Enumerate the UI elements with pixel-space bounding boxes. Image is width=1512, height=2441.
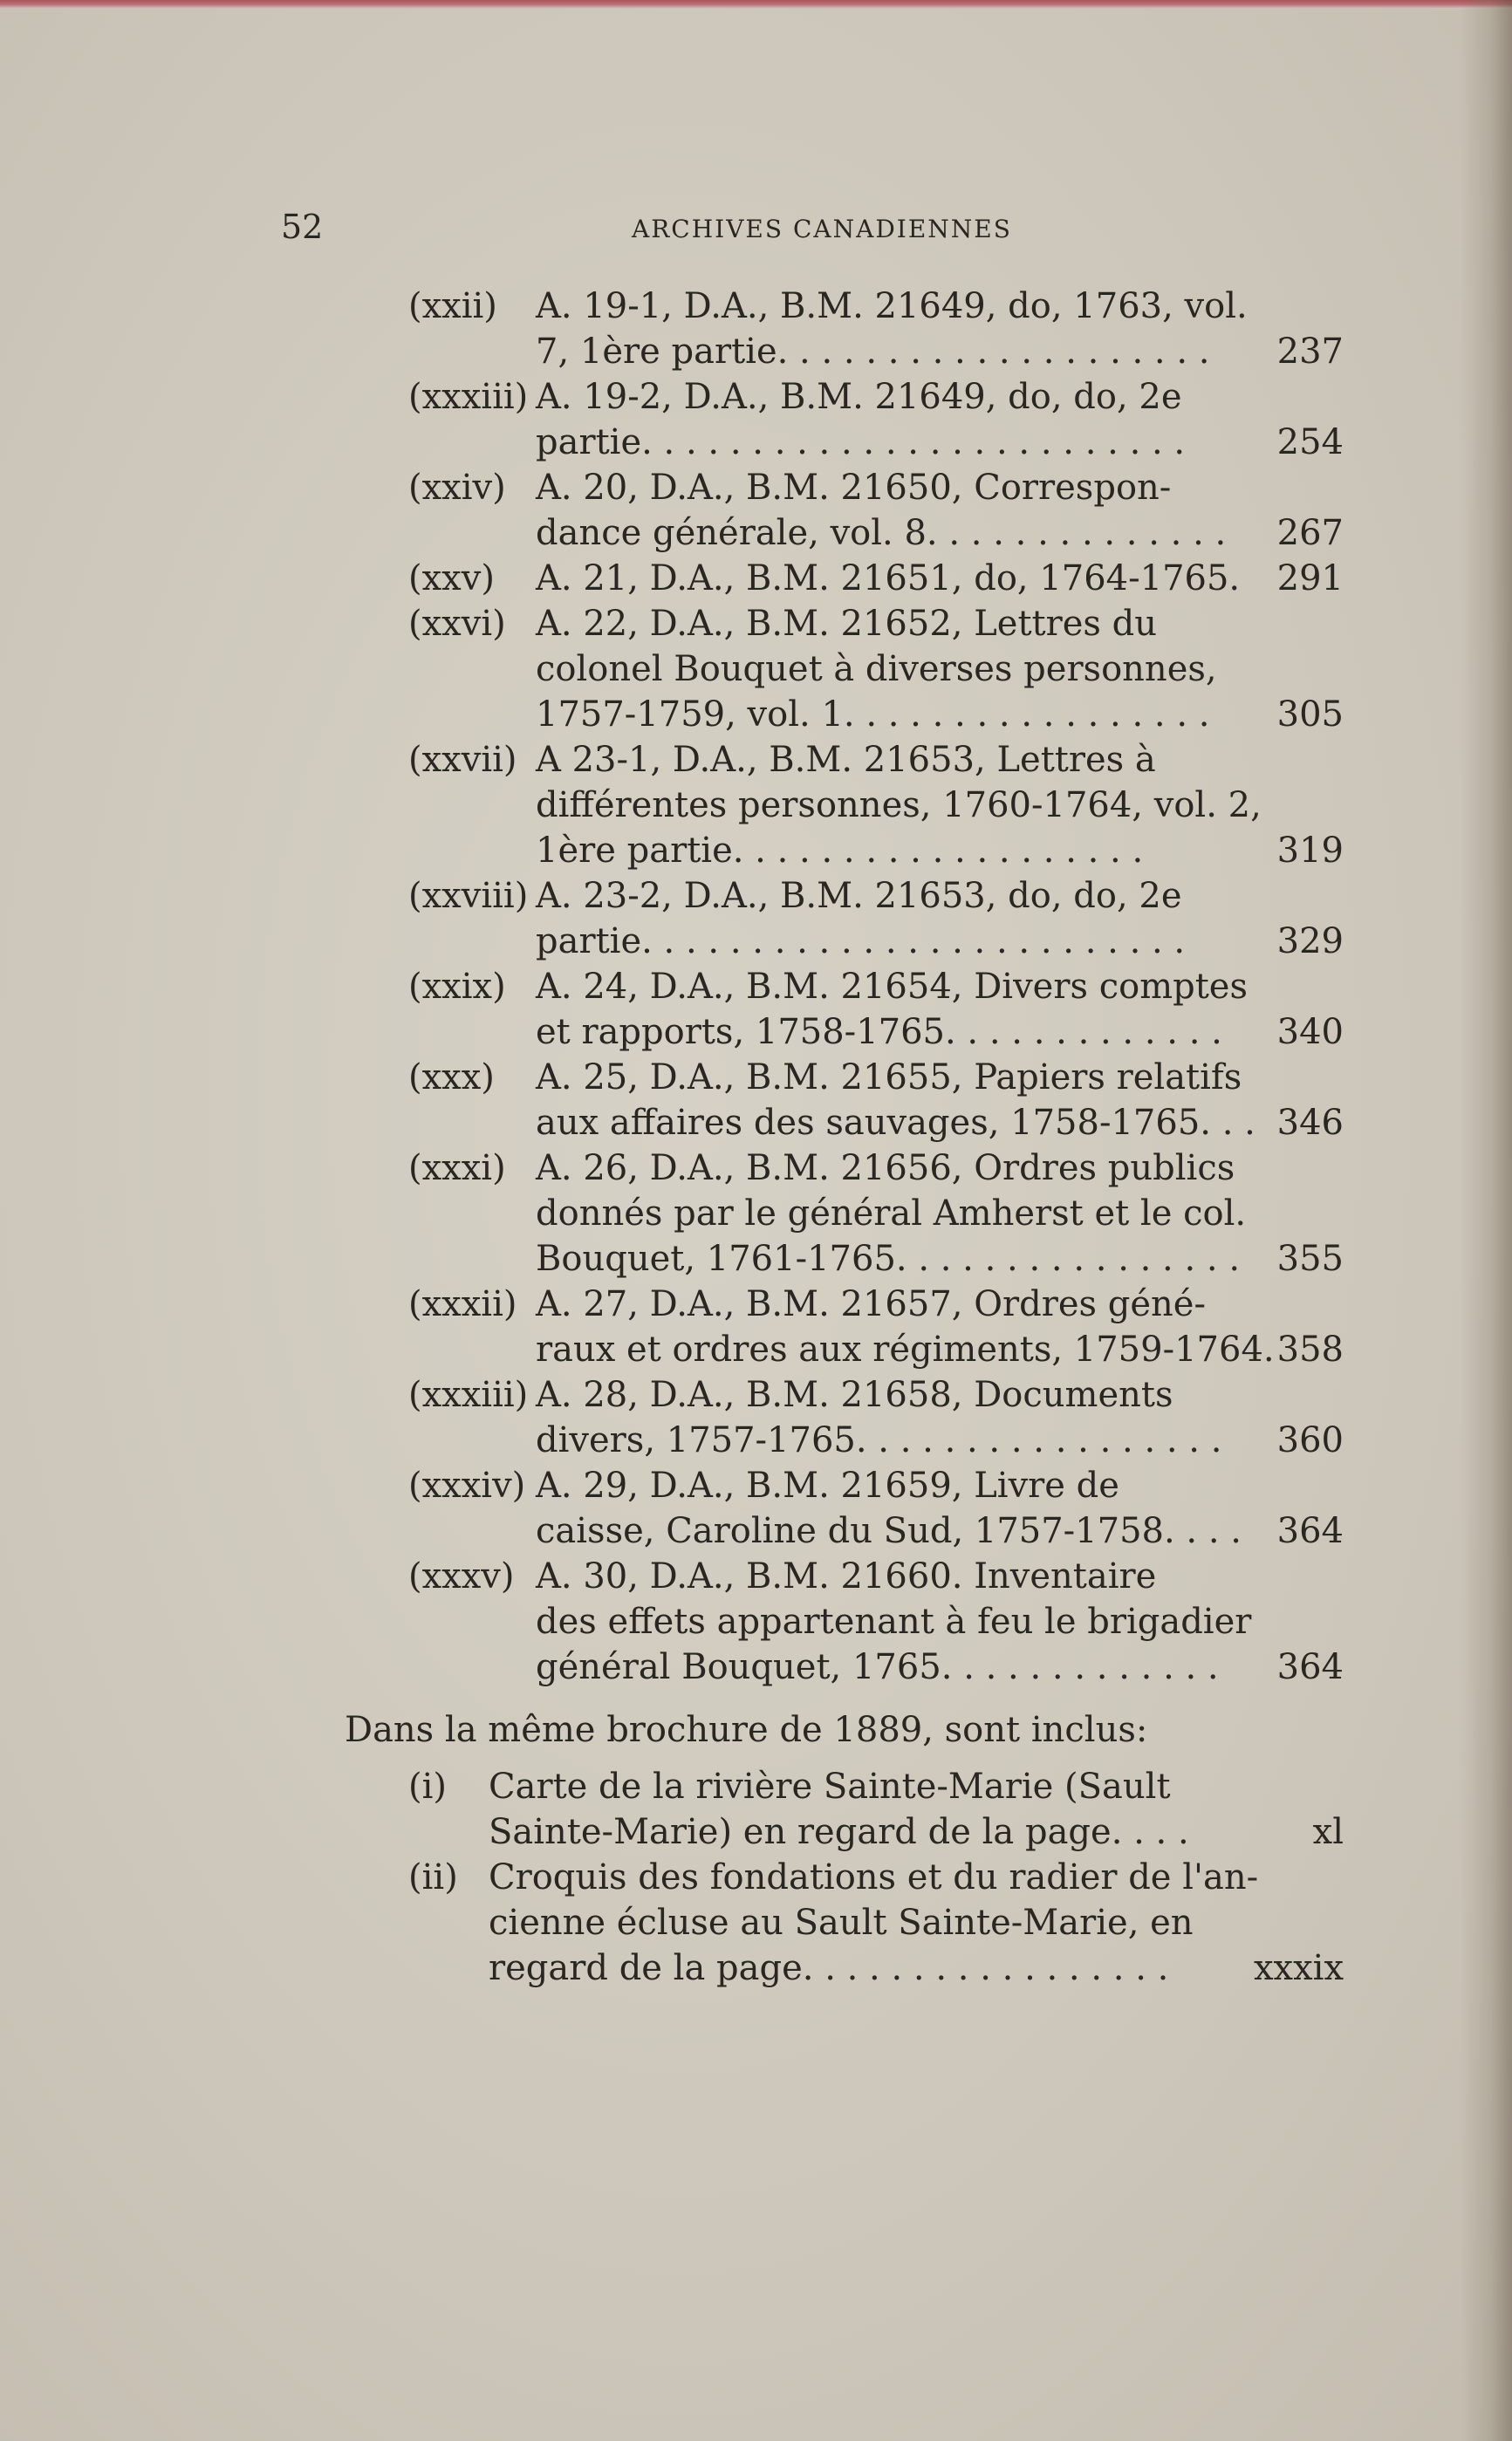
entry-line — [408, 1191, 1351, 1236]
entry-page-number: xxxix — [1253, 1948, 1344, 1988]
entry-page-number: 340 — [1276, 1012, 1344, 1052]
entry-text: partie. . . . . . . . . . . . . . . . . . . . . . . . . — [536, 921, 1186, 961]
entry-page-number: 346 — [1276, 1103, 1344, 1143]
entry-text: A. 29, D.A., B.M. 21659, Livre de — [536, 1466, 1119, 1506]
entry-label: (ii) — [408, 1857, 458, 1897]
entries-list — [408, 284, 1351, 1690]
entry-label: (i) — [408, 1767, 448, 1807]
page-header — [281, 208, 1345, 251]
entry-line — [408, 510, 1351, 556]
list-item — [408, 601, 1351, 737]
entry-text: différentes personnes, 1760-1764, vol. 2, — [536, 785, 1262, 825]
list-item — [408, 556, 1351, 601]
entry-line — [408, 1599, 1351, 1644]
entry-text: aux affaires des sauvages, 1758-1765. . . — [536, 1103, 1255, 1143]
entry-line — [408, 1145, 1351, 1191]
entry-text: 1757-1759, vol. 1. . . . . . . . . . . . . . . . . — [536, 694, 1210, 735]
entry-text: Carte de la rivière Sainte-Marie (Sault — [489, 1767, 1171, 1807]
entry-line — [408, 646, 1351, 692]
entry-text: 1ère partie. . . . . . . . . . . . . . . . . . . — [536, 831, 1144, 871]
entry-text: et rapports, 1758-1765. . . . . . . . . . . . . — [536, 1012, 1222, 1052]
entry-text: A. 27, D.A., B.M. 21657, Ordres géné- — [536, 1284, 1206, 1324]
list-item — [408, 1764, 1351, 1855]
entry-page-number: 329 — [1276, 921, 1344, 961]
entry-text: Bouquet, 1761-1765. . . . . . . . . . . . . . . . — [536, 1239, 1241, 1279]
entry-text: A. 20, D.A., B.M. 21650, Correspon- — [536, 468, 1172, 508]
entry-line — [408, 1900, 1351, 1945]
entry-line — [408, 1644, 1351, 1690]
entry-label: (xxii) — [408, 286, 497, 326]
entry-line — [408, 1508, 1351, 1554]
entry-page-number: 319 — [1276, 831, 1344, 871]
entry-text: caisse, Caroline du Sud, 1757-1758. . . . — [536, 1511, 1242, 1551]
entry-text: 7, 1ère partie. . . . . . . . . . . . . . . . . . . . — [536, 332, 1210, 372]
list-item — [408, 1463, 1351, 1554]
list-item — [408, 1055, 1351, 1145]
entry-label: (xxxv) — [408, 1556, 515, 1597]
running-title: ARCHIVES CANADIENNES — [632, 215, 1012, 243]
entry-line — [408, 284, 1351, 329]
entry-text: A 23-1, D.A., B.M. 21653, Lettres à — [536, 740, 1156, 780]
page-top-edge — [0, 0, 1512, 9]
entry-label: (xxx) — [408, 1057, 495, 1097]
entry-page-number: 267 — [1276, 513, 1344, 553]
entry-text: Sainte-Marie) en regard de la page. . . . — [489, 1812, 1189, 1852]
entry-line — [408, 601, 1351, 646]
entry-label: (xxiv) — [408, 468, 506, 508]
entry-text: Croquis des fondations et du radier de l'an- — [489, 1857, 1259, 1897]
entry-line — [408, 1463, 1351, 1508]
entry-label: (xxxii) — [408, 1284, 517, 1324]
list-item — [408, 465, 1351, 556]
list-item — [408, 1282, 1351, 1372]
entry-page-number: 355 — [1276, 1239, 1344, 1279]
entry-label: (xxxi) — [408, 1148, 506, 1188]
list-item — [408, 737, 1351, 873]
entry-line — [408, 420, 1351, 465]
entry-line — [408, 1100, 1351, 1145]
entry-line — [408, 465, 1351, 510]
entry-text: A. 25, D.A., B.M. 21655, Papiers relatifs — [536, 1057, 1242, 1097]
list-item — [408, 1145, 1351, 1282]
entry-label: (xxvii) — [408, 740, 517, 780]
entry-text: des effets appartenant à feu le brigadier — [536, 1602, 1252, 1642]
entry-text: A. 22, D.A., B.M. 21652, Lettres du — [536, 604, 1157, 644]
entry-line — [408, 1855, 1351, 1900]
entry-text: dance générale, vol. 8. . . . . . . . . . . . . . — [536, 513, 1227, 553]
entry-label: (xxix) — [408, 967, 506, 1007]
entry-page-number: 305 — [1276, 694, 1344, 735]
list-item — [408, 374, 1351, 465]
entry-line — [408, 329, 1351, 374]
entry-page-number: 364 — [1276, 1511, 1344, 1551]
entry-line — [408, 964, 1351, 1009]
entry-line — [408, 783, 1351, 828]
entry-page-number: xl — [1312, 1812, 1344, 1852]
entry-text: divers, 1757-1765. . . . . . . . . . . . . . . . . — [536, 1420, 1222, 1460]
entry-page-number: 364 — [1276, 1647, 1344, 1687]
entry-line — [408, 1055, 1351, 1100]
entry-label: (xxxiii) — [408, 377, 529, 417]
entry-text: donnés par le général Amherst et le col. — [536, 1193, 1247, 1234]
list-item — [408, 964, 1351, 1055]
entry-text: colonel Bouquet à diverses personnes, — [536, 649, 1217, 689]
entry-line — [408, 1327, 1351, 1372]
entry-line — [408, 873, 1351, 919]
entry-line — [408, 1009, 1351, 1055]
entry-text: regard de la page. . . . . . . . . . . . . . . . . — [489, 1948, 1169, 1988]
entry-text: A. 21, D.A., B.M. 21651, do, 1764-1765. — [536, 558, 1241, 598]
entry-page-number: 237 — [1276, 332, 1344, 372]
entry-label: (xxviii) — [408, 876, 529, 916]
entry-page-number: 358 — [1276, 1330, 1344, 1370]
section-heading: Dans la même brochure de 1889, sont inclus: — [345, 1710, 1148, 1750]
entry-line — [408, 1945, 1351, 1991]
entry-line — [408, 737, 1351, 783]
entry-text: général Bouquet, 1765. . . . . . . . . . . . . — [536, 1647, 1219, 1687]
included-items-list — [408, 1764, 1351, 1991]
entry-label: (xxxiii) — [408, 1375, 529, 1415]
entry-text: partie. . . . . . . . . . . . . . . . . . . . . . . . . — [536, 422, 1186, 462]
entry-page-number: 254 — [1276, 422, 1344, 462]
entry-line — [408, 1554, 1351, 1599]
entry-line — [408, 1418, 1351, 1463]
entry-line — [408, 1764, 1351, 1809]
entry-text: raux et ordres aux régiments, 1759-1764. — [536, 1330, 1275, 1370]
list-item — [408, 1554, 1351, 1690]
list-item — [408, 1855, 1351, 1991]
entry-line — [408, 919, 1351, 964]
page-spine-shadow — [1460, 0, 1512, 2441]
list-item — [408, 1372, 1351, 1463]
entry-line — [408, 1282, 1351, 1327]
entry-label: (xxv) — [408, 558, 495, 598]
entry-line — [408, 1372, 1351, 1418]
entry-page-number: 360 — [1276, 1420, 1344, 1460]
entry-page-number: 291 — [1276, 558, 1344, 598]
entry-text: A. 19-1, D.A., B.M. 21649, do, 1763, vol. — [536, 286, 1248, 326]
list-item — [408, 284, 1351, 374]
entry-label: (xxxiv) — [408, 1466, 526, 1506]
entry-text: A. 24, D.A., B.M. 21654, Divers comptes — [536, 967, 1248, 1007]
entry-line — [408, 556, 1351, 601]
entry-text: cienne écluse au Sault Sainte-Marie, en — [489, 1903, 1194, 1943]
entry-line — [408, 374, 1351, 420]
entry-line — [408, 1809, 1351, 1855]
page-number: 52 — [281, 208, 324, 246]
entry-text: A. 28, D.A., B.M. 21658, Documents — [536, 1375, 1173, 1415]
entry-label: (xxvi) — [408, 604, 506, 644]
entry-line — [408, 828, 1351, 873]
entry-line — [408, 692, 1351, 737]
entry-text: A. 19-2, D.A., B.M. 21649, do, do, 2e — [536, 377, 1182, 417]
entry-text: A. 26, D.A., B.M. 21656, Ordres publics — [536, 1148, 1235, 1188]
entry-text: A. 30, D.A., B.M. 21660. Inventaire — [536, 1556, 1157, 1597]
entry-line — [408, 1236, 1351, 1282]
entry-text: A. 23-2, D.A., B.M. 21653, do, do, 2e — [536, 876, 1182, 916]
list-item — [408, 873, 1351, 964]
